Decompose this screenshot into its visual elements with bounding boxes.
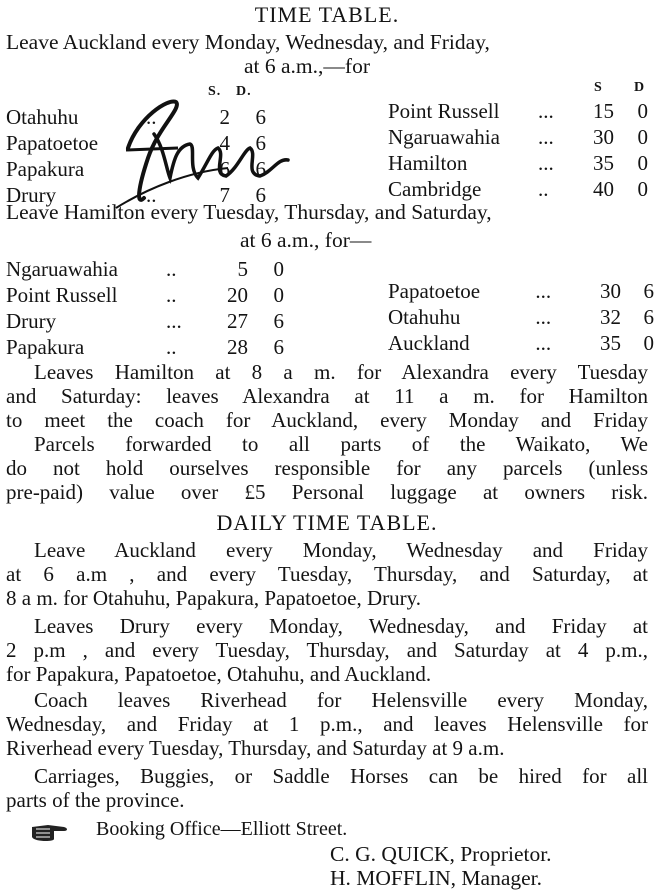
fare-row [6, 334, 284, 360]
leave-hamilton-line1: Leave Hamilton every Tuesday, Thursday, and Saturday, [6, 200, 492, 224]
fare-place: Ngaruawahia [388, 125, 500, 149]
fare-pence: 0 [637, 177, 648, 201]
fare-place: Cambridge [388, 177, 482, 201]
fare-row [388, 304, 654, 330]
paragraph-line: for Papakura, Papatoetoe, Otahuhu, and Auckland. [6, 662, 432, 686]
fare-row [388, 176, 648, 202]
paragraph-line: pre-paid) value over £5 Personal luggage at owners risk. [6, 480, 648, 504]
fare-pence: 0 [643, 331, 654, 355]
fare-dots: .. [166, 257, 177, 281]
fare-place: Ngaruawahia [6, 257, 118, 281]
fare-dots: .. [166, 283, 177, 307]
paragraph-line: Leaves Drury every Monday, Wednesday, and Friday at [34, 614, 648, 638]
fare-place: Point Russell [6, 283, 118, 307]
paragraph-line: to meet the coach for Auckland, every Monday and Friday [6, 408, 648, 432]
fare-place: Drury [6, 183, 57, 207]
leave-auckland-line1: Leave Auckland every Monday, Wednesday, and Friday, [6, 30, 490, 54]
fare-row [388, 98, 648, 124]
fare-shillings: 5 [237, 257, 248, 281]
fare-row [6, 282, 284, 308]
paragraph-line: Leave Auckland every Monday, Wednesday and Friday [34, 538, 648, 562]
fare-shillings: 30 [593, 125, 614, 149]
fare-shillings: 7 [219, 183, 230, 207]
paragraph-line: Parcels forwarded to all parts of the Waikato, We [34, 432, 648, 456]
fare-place: Papatoetoe [6, 131, 99, 155]
paragraph-line: 8 a m. for Otahuhu, Papakura, Papatoetoe, Drury. [6, 586, 422, 610]
fare-shillings: 6 [219, 157, 230, 181]
column-header-pence-right: D [634, 80, 646, 95]
handwritten-signature [108, 88, 308, 218]
fare-place: Papatoetoe [388, 279, 481, 303]
fare-dots: ... [535, 331, 552, 355]
fare-pence: 6 [255, 157, 266, 181]
fare-pence: 6 [643, 279, 654, 303]
fare-pence: 6 [255, 131, 266, 155]
paragraph-line: Wednesday, and Friday at 1 p.m., and leaves Helensville for [6, 712, 648, 736]
fare-shillings: 2 [219, 105, 230, 129]
fare-pence: 0 [273, 283, 284, 307]
fare-pence: 0 [637, 151, 648, 175]
paragraph-line: Coach leaves Riverhead for Helensville every Monday, [34, 688, 648, 712]
fare-dots: ... [535, 305, 552, 329]
paragraph-line: and Saturday: leaves Alexandra at 11 a m. for Hamilton [6, 384, 648, 408]
leave-hamilton-line2: at 6 a.m., for— [240, 228, 372, 252]
column-header-shillings-right: S [594, 80, 603, 95]
hamilton-fares-right [388, 278, 654, 356]
paragraph-line: Riverhead every Tuesday, Thursday, and Saturday at 9 a.m. [6, 736, 505, 760]
fare-row [6, 256, 284, 282]
fare-row [388, 150, 648, 176]
fare-row [388, 278, 654, 304]
pointing-hand-icon [30, 819, 70, 843]
paragraph-line: Leaves Hamilton at 8 a m. for Alexandra every Tuesday [34, 360, 648, 384]
fare-dots: .. [146, 183, 157, 207]
auckland-fares-right [388, 98, 648, 202]
paragraph-line: Carriages, Buggies, or Saddle Horses can be hired for all [34, 764, 648, 788]
fare-shillings: 30 [600, 279, 622, 303]
fare-place: Auckland [388, 331, 470, 355]
timetable-title: TIME TABLE. [254, 2, 400, 27]
fare-pence: 6 [273, 309, 284, 333]
fare-dots: ... [538, 125, 554, 149]
proprietor: C. G. QUICK, Proprietor. [330, 842, 552, 866]
fare-shillings: 32 [600, 305, 622, 329]
column-header-pence: D. [236, 84, 252, 99]
manager: H. MOFFLIN, Manager. [330, 866, 542, 890]
fare-pence: 0 [637, 125, 648, 149]
fare-place: Drury [6, 309, 57, 333]
fare-row [388, 330, 654, 356]
fare-pence: 6 [273, 335, 284, 359]
fare-pence: 6 [255, 105, 266, 129]
fare-place: Otahuhu [388, 305, 461, 329]
fare-shillings: 40 [593, 177, 614, 201]
fare-dots: ... [538, 151, 554, 175]
fare-place: Papakura [6, 335, 85, 359]
fare-place: Point Russell [388, 99, 500, 123]
fare-dots: .. [538, 177, 549, 201]
fare-pence: 0 [273, 257, 284, 281]
fare-dots: ... [538, 99, 554, 123]
fare-dots: .. [146, 105, 157, 129]
fare-place: Papakura [6, 157, 85, 181]
fare-pence: 6 [643, 305, 654, 329]
fare-row [6, 308, 284, 334]
fare-dots: ... [166, 309, 182, 333]
leave-auckland-line2: at 6 a.m.,—for [244, 54, 370, 78]
fare-dots: ... [535, 279, 552, 303]
paragraph-line: do not hold ourselves responsible for any parcels (unless [6, 456, 648, 480]
paragraph-line: 2 p.m , and every Tuesday, Thursday, and Saturday at 4 p.m., [6, 638, 648, 662]
fare-shillings: 20 [227, 283, 248, 307]
fare-shillings: 4 [219, 131, 230, 155]
paragraph-line: at 6 a.m , and every Tuesday, Thursday, and Saturday, at [6, 562, 648, 586]
fare-row [388, 124, 648, 150]
booking-office: Booking Office—Elliott Street. [96, 818, 348, 840]
paragraph-line: parts of the province. [6, 788, 185, 812]
fare-pence: 6 [255, 183, 266, 207]
fare-shillings: 15 [593, 99, 614, 123]
fare-shillings: 27 [227, 309, 248, 333]
fare-pence: 0 [637, 99, 648, 123]
fare-place: Hamilton [388, 151, 468, 175]
fare-shillings: 35 [600, 331, 622, 355]
daily-timetable-title: DAILY TIME TABLE. [216, 510, 438, 535]
column-header-shillings: S. [208, 84, 222, 99]
fare-shillings: 28 [227, 335, 248, 359]
fare-dots: .. [166, 335, 177, 359]
fare-place: Otahuhu [6, 105, 79, 129]
hamilton-fares-left [6, 256, 284, 360]
fare-shillings: 35 [593, 151, 614, 175]
